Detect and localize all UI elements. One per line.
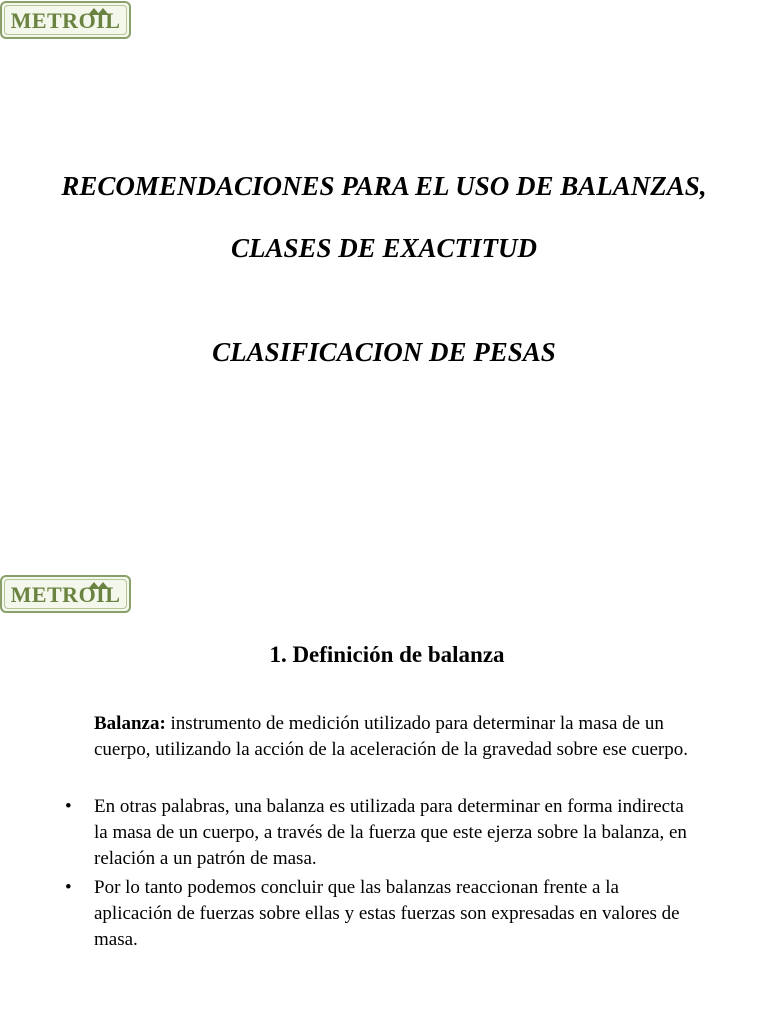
logo-text: METROIL bbox=[10, 582, 121, 607]
bullet-icon: • bbox=[65, 796, 72, 817]
bullet-item: Por lo tanto podemos concluir que las balanzas reaccionan frente a la aplicación de fuerzas sobre ellas y estas fuerzas son expresadas en valores de masa. bbox=[94, 877, 680, 950]
section-heading: 1. Definición de balanza bbox=[269, 642, 505, 667]
subtitle-weight-classification: CLASIFICACION DE PESAS bbox=[212, 337, 556, 367]
metroil-logo bbox=[0, 1, 131, 39]
bullet-item: En otras palabras, una balanza es utilizada para determinar en forma indirecta la masa de un cuerpo, a través de la fuerza que este ejerza sobre la balanza, en relación a un patrón de masa. bbox=[94, 796, 687, 869]
main-title: RECOMENDACIONES PARA EL USO DE BALANZAS, bbox=[61, 171, 707, 201]
definition-text: instrumento de medición utilizado para determinar la masa de un cuerpo, utilizando la acción de la aceleración de la gravedad sobre ese cuerpo. bbox=[94, 713, 688, 760]
metroil-logo bbox=[0, 575, 131, 613]
logo-text: METROIL bbox=[10, 8, 121, 33]
definition-term: Balanza: bbox=[94, 713, 166, 734]
definition-slide bbox=[0, 560, 768, 1024]
subtitle-accuracy-classes: CLASES DE EXACTITUD bbox=[230, 233, 538, 263]
bullet-icon: • bbox=[65, 877, 72, 898]
definition-paragraph bbox=[94, 711, 694, 763]
